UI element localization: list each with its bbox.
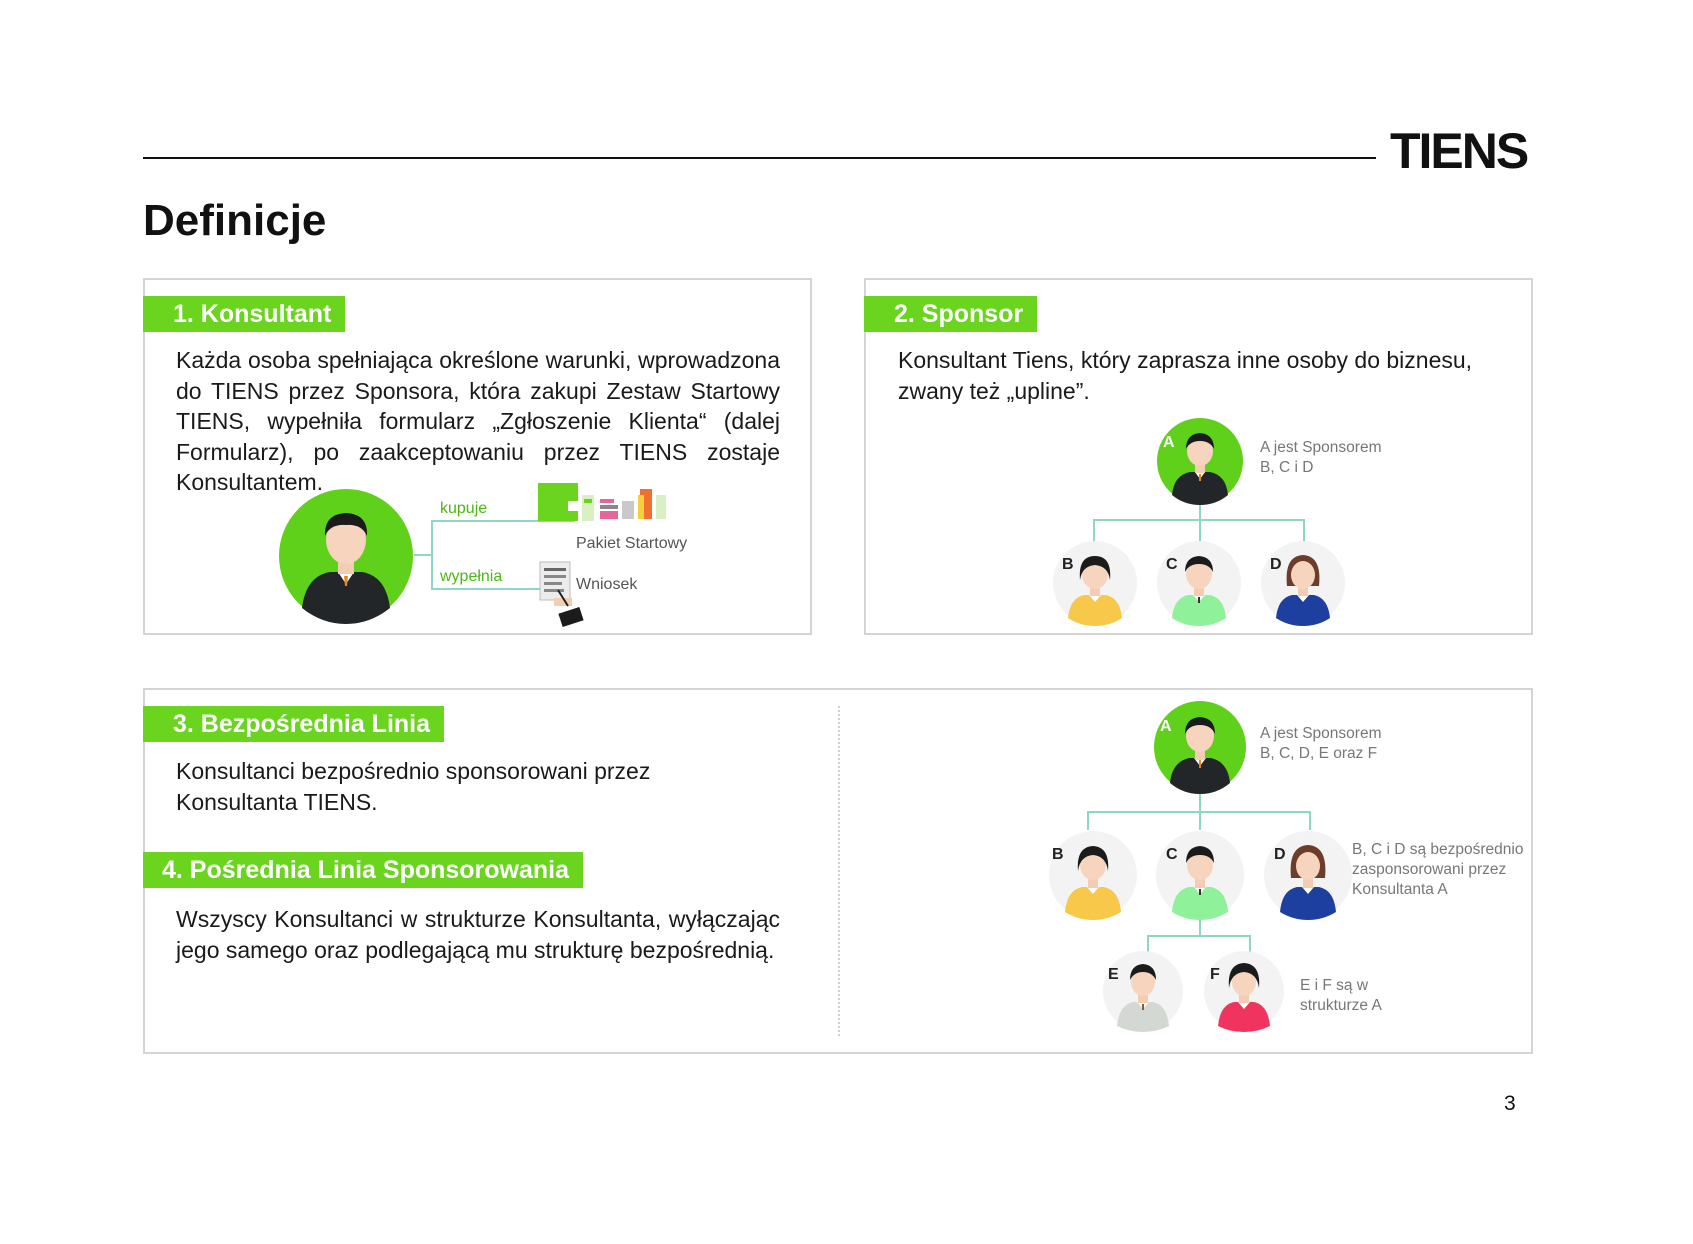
- label-form: Wniosek: [576, 576, 638, 593]
- structure-note-bcd-line-3: Konsultanta A: [1352, 881, 1448, 898]
- sponsor-letter-d: D: [1270, 556, 1282, 573]
- sponsor-badge: 2. Sponsor: [864, 296, 1037, 332]
- sponsor-letter-b: B: [1062, 556, 1074, 573]
- direct-line-text: [176, 756, 776, 817]
- structure-note-a-line-1: A jest Sponsorem: [1260, 725, 1382, 742]
- header-rule: [143, 157, 1376, 159]
- structure-letter-e: E: [1108, 966, 1119, 983]
- sponsor-avatar-b: [1052, 540, 1138, 626]
- form-signing-icon: [538, 560, 586, 628]
- konsultant-avatar: [278, 488, 414, 624]
- direct-line-text-1: Konsultanci bezpośrednio sponsorowani przez: [176, 758, 651, 784]
- label-pack: Pakiet Startowy: [576, 535, 688, 552]
- indirect-line-badge: 4. Pośrednia Linia Sponsorowania: [143, 852, 583, 888]
- konsultant-badge: 1. Konsultant: [143, 296, 345, 332]
- sponsor-note-line-1: A jest Sponsorem: [1260, 439, 1382, 456]
- structure-note-ef: [1300, 976, 1382, 1016]
- structure-avatar-b: [1048, 830, 1138, 920]
- sponsor-note-line-2: B, C i D: [1260, 459, 1314, 476]
- structure-letter-b: B: [1052, 846, 1064, 863]
- sponsor-avatar-d: [1260, 540, 1346, 626]
- structure-note-bcd-line-2: zasponsorowani przez: [1352, 861, 1507, 878]
- page-title: Definicje: [143, 196, 327, 245]
- label-fills: wypełnia: [440, 568, 503, 585]
- starter-pack-icon: [538, 483, 674, 525]
- structure-avatar-c: [1155, 830, 1245, 920]
- structure-avatar-a: [1153, 700, 1247, 794]
- sponsor-avatar-c: [1156, 540, 1242, 626]
- sponsor-avatar-a: [1156, 417, 1244, 505]
- direct-line-badge: 3. Bezpośrednia Linia: [143, 706, 444, 742]
- sponsor-text: Konsultant Tiens, który zaprasza inne osoby do biznesu, zwany też „upline”.: [898, 347, 1473, 404]
- sponsor-letter-a: A: [1163, 434, 1175, 451]
- structure-note-bcd: [1352, 840, 1523, 900]
- structure-avatar-f: [1203, 950, 1285, 1032]
- panel-dotted-divider: [838, 706, 840, 1036]
- structure-letter-d: D: [1274, 846, 1286, 863]
- direct-line-text-2: Konsultanta TIENS.: [176, 788, 378, 815]
- structure-note-ef-line-2: strukturze A: [1300, 997, 1382, 1014]
- structure-avatar-e: [1102, 950, 1184, 1032]
- structure-note-bcd-line-1: B, C i D są bezpośrednio: [1352, 841, 1524, 858]
- structure-note-a-line-2: B, C, D, E oraz F: [1260, 745, 1378, 762]
- page-number: 3: [1504, 1092, 1516, 1115]
- indirect-line-text: Wszyscy Konsultanci w strukturze Konsultanta, wyłączając jego samego oraz podlegającą mu strukturę bezpośrednią.: [176, 906, 780, 963]
- konsultant-text: Każda osoba spełniająca określone warunki, wprowadzona do TIENS przez Sponsora, która zakupi Zestaw Startowy TIENS, wypełniła formularz „Zgłoszenie Klienta“ (dalej Formularz), po zaakceptowaniu przez TIENS zostaje Konsultantem.: [176, 347, 780, 495]
- structure-note-a: [1260, 724, 1381, 764]
- structure-letter-c: C: [1166, 846, 1178, 863]
- structure-avatar-d: [1263, 830, 1353, 920]
- structure-note-ef-line-1: E i F są w: [1300, 977, 1369, 994]
- structure-letter-f: F: [1210, 966, 1220, 983]
- sponsor-note: [1260, 438, 1381, 478]
- brand-logo: TIENS: [1390, 123, 1528, 179]
- sponsor-letter-c: C: [1166, 556, 1178, 573]
- structure-letter-a: A: [1160, 718, 1172, 735]
- label-buys: kupuje: [440, 500, 488, 517]
